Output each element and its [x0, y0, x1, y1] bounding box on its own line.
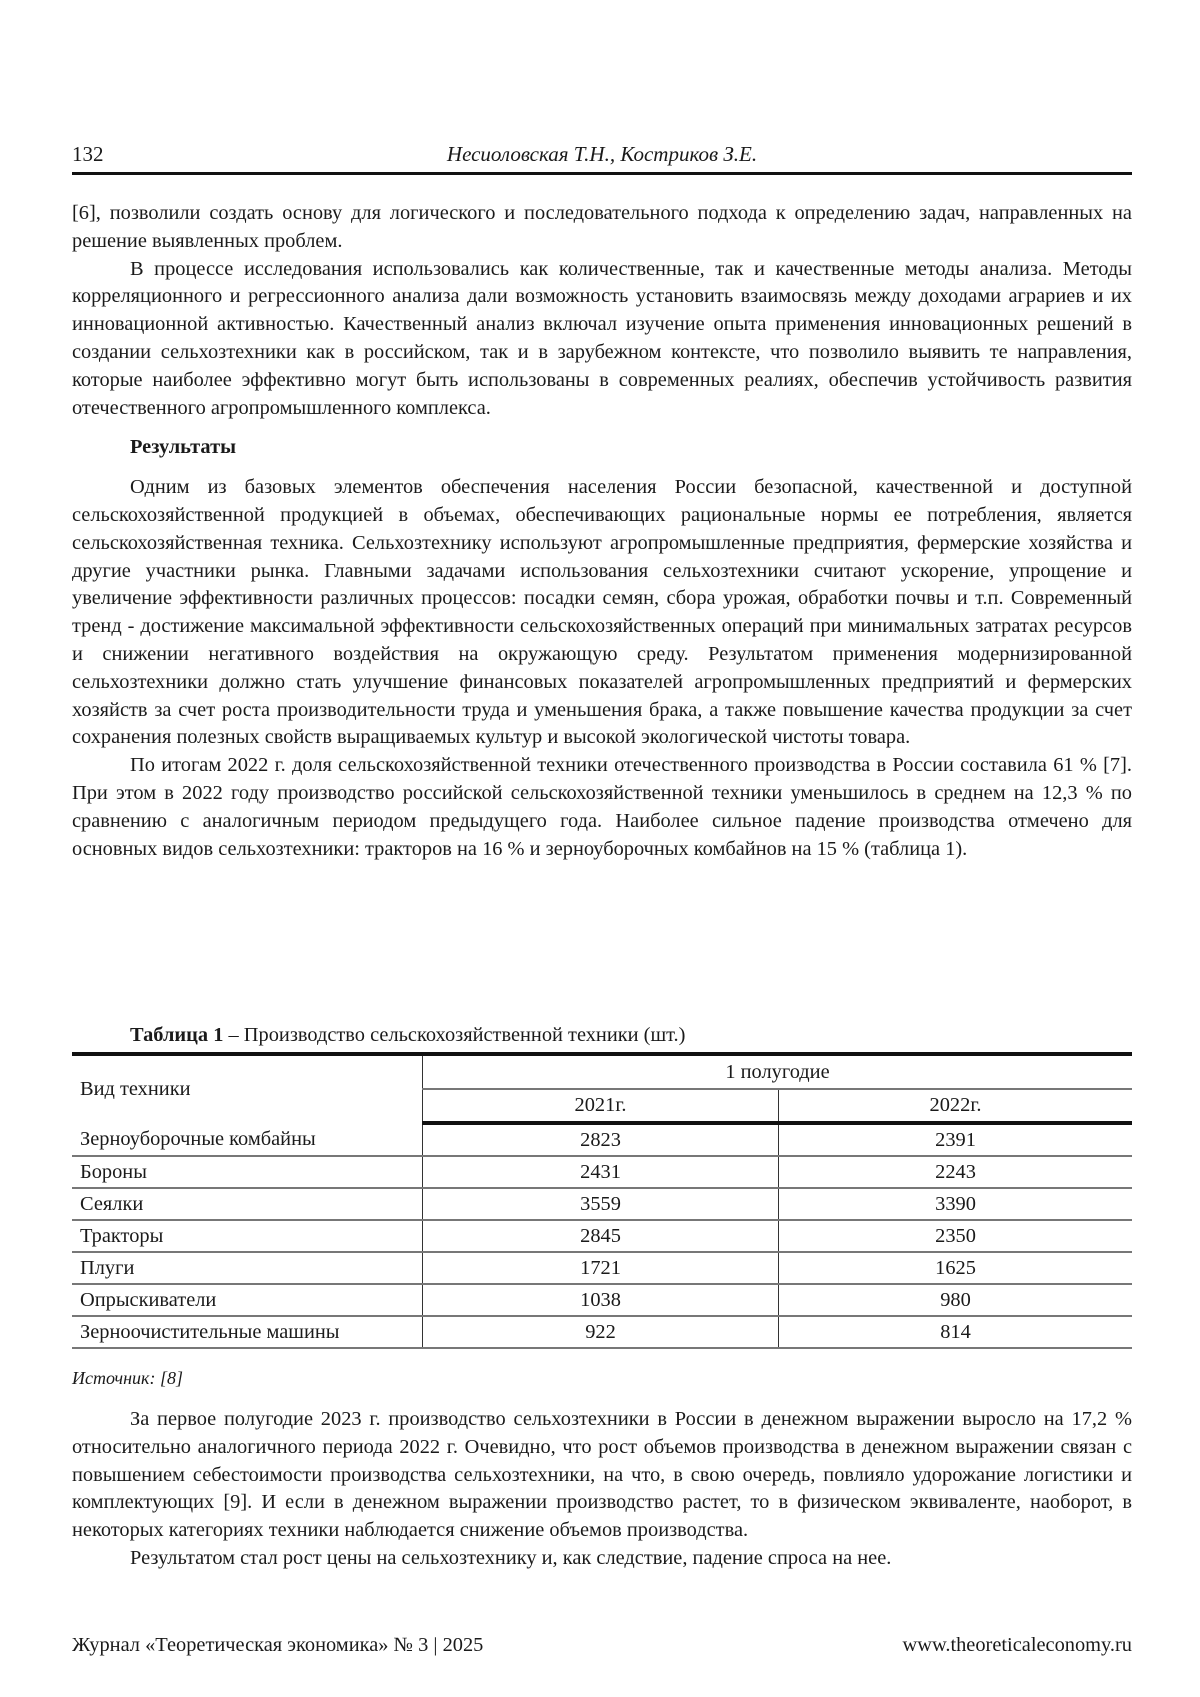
- table-row: [72, 1252, 1132, 1284]
- cell-2022: 814: [779, 1316, 1132, 1348]
- table-row: [72, 1316, 1132, 1348]
- cell-type: Опрыскиватели: [72, 1284, 423, 1316]
- cell-2021: 3559: [423, 1188, 779, 1220]
- cell-2021: 2431: [423, 1156, 779, 1188]
- cell-2021: 2823: [423, 1123, 779, 1156]
- body-text-bottom: [72, 1406, 1132, 1573]
- cell-type: Плуги: [72, 1252, 423, 1284]
- cell-2022: 1625: [779, 1252, 1132, 1284]
- header-rule: [72, 172, 1132, 175]
- cell-2021: 1038: [423, 1284, 779, 1316]
- header-2021: 2021г.: [423, 1089, 779, 1123]
- paragraph: Одним из базовых элементов обеспечения населения России безопасной, качественной и доступной сельскохозяйственной продукцией в объемах, обеспечивающих рациональные нормы ее потребления, является сельскохозяйственная техника. Сельхозтехнику используют агропромышленные предприятия, фермерские хозяйства и другие участники рынка. Главными задачами использования сельхозтехники считают ускорение, упрощение и увеличение эффективности различных процессов: посадки семян, сбора урожая, обработки почвы и т.п. Современный тренд - достижение максимальной эффективности сельскохозяйственных операций при минимальных затратах ресурсов и снижении негативного воздействия на окружающую среду. Результатом применения модернизированной сельхозтехники должно стать улучшение финансовых показателей агропромышленных предприятий и фермерских хозяйств за счет роста производительности труда и уменьшения брака, а также повышение качества продукции за счет сохранения полезных свойств выращиваемых культур и высокой экологической чистоты товара.: [72, 476, 1132, 749]
- cell-type: Зерноочистительные машины: [72, 1316, 423, 1348]
- body-text-top: [72, 200, 1132, 863]
- cell-type: Сеялки: [72, 1188, 423, 1220]
- cell-2022: 2243: [779, 1156, 1132, 1188]
- table-source: Источник: [8]: [72, 1368, 183, 1388]
- cell-type: Зерноуборочные комбайны: [72, 1123, 423, 1156]
- authors: Несиоловская Т.Н., Костриков З.Е.: [446, 142, 758, 166]
- paragraph: За первое полугодие 2023 г. производство сельхозтехники в России в денежном выражении выросло на 17,2 % относительно аналогичного периода 2022 г. Очевидно, что рост объемов производства в денежном выражении связан с повышением себестоимости производства сельхозтехники, на что, в свою очередь, повлияло удорожание логистики и комплектующих [9]. И если в денежном выражении производство растет, то в физическом эквиваленте, наоборот, в некоторых категориях техники наблюдается снижение объемов производства.: [72, 1408, 1132, 1542]
- table-caption-label: Таблица 1: [130, 1024, 224, 1046]
- paragraph: [6], позволили создать основу для логического и последовательного подхода к определению задач, направленных на решение выявленных проблем.: [72, 202, 1132, 252]
- table-row: [72, 1220, 1132, 1252]
- cell-2022: 3390: [779, 1188, 1132, 1220]
- paragraph: Результатом стал рост цены на сельхозтехнику и, как следствие, падение спроса на нее.: [130, 1546, 892, 1569]
- running-header: [72, 140, 1132, 170]
- cell-2021: 1721: [423, 1252, 779, 1284]
- table-row: [72, 1123, 1132, 1156]
- table-row: [72, 1284, 1132, 1316]
- header-group: 1 полугодие: [423, 1054, 1133, 1089]
- production-table: [72, 1052, 1132, 1349]
- header-2022: 2022г.: [779, 1089, 1132, 1123]
- cell-type: Тракторы: [72, 1220, 423, 1252]
- table-row: [72, 1188, 1132, 1220]
- paragraph: В процессе исследования использовались как количественные, так и качественные методы анализа. Методы корреляционного и регрессионного анализа дали возможность установить взаимосвязь между доходами аграриев и их инновационной активностью. Качественный анализ включал изучение опыта применения инновационных решений в создании сельхозтехники как в российском, так и в зарубежном контексте, что позволило выявить те направления, которые наиболее эффективно могут быть использованы в современных реалиях, обеспечив устойчивость развития отечественного агропромышленного комплекса.: [72, 257, 1132, 419]
- website-link[interactable]: www.theoreticaleconomy.ru: [902, 1634, 1132, 1656]
- table-caption: [130, 1024, 685, 1047]
- cell-2022: 2350: [779, 1220, 1132, 1252]
- header-type: Вид техники: [72, 1054, 423, 1123]
- journal-name: Журнал «Теоретическая экономика» № 3 | 2025: [72, 1634, 484, 1656]
- cell-2022: 980: [779, 1284, 1132, 1316]
- page-number: 132: [72, 142, 104, 166]
- section-heading: Результаты: [130, 436, 237, 459]
- table-row: [72, 1156, 1132, 1188]
- paragraph: По итогам 2022 г. доля сельскохозяйственной техники отечественного производства в России составила 61 % [7]. При этом в 2022 году производство российской сельскохозяйственной техники уменьшилось в среднем на 12,3 % по сравнению с аналогичным периодом предыдущего года. Наиболее сильное падение производства отмечено для основных видов сельхозтехники: тракторов на 16 % и зерноуборочных комбайнов на 15 % (таблица 1).: [72, 754, 1132, 860]
- cell-2021: 2845: [423, 1220, 779, 1252]
- cell-2022: 2391: [779, 1123, 1132, 1156]
- cell-type: Бороны: [72, 1156, 423, 1188]
- table-caption-text: – Производство сельскохозяйственной техники (шт.): [223, 1024, 686, 1046]
- cell-2021: 922: [423, 1316, 779, 1348]
